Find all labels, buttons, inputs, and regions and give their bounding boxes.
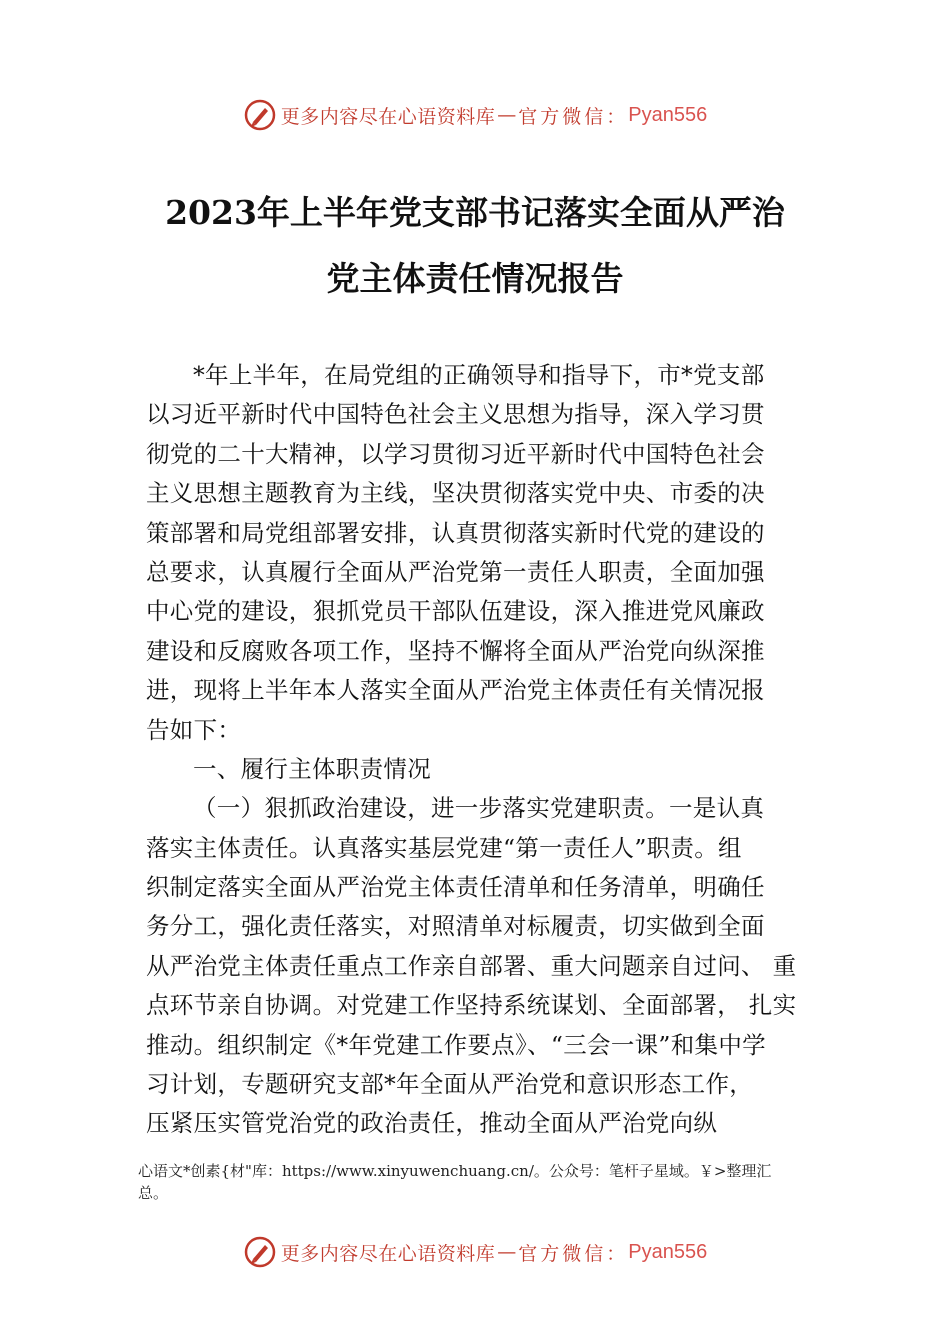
paragraph-line: 告如下： bbox=[146, 715, 242, 744]
banner-wechat-label: 官方微信： bbox=[518, 105, 629, 128]
banner-wechat-id: Pyan556 bbox=[628, 1240, 708, 1263]
paragraph-line: 彻党的二十大精神，以学习贯彻习近平新时代中国特色社会 bbox=[146, 439, 765, 468]
footer-banner bbox=[0, 1232, 950, 1272]
paragraph-line: 压紧压实管党治党的政治责任，推动全面从严治党向纵 bbox=[146, 1109, 718, 1138]
paragraph-line: *年上半年，在局党组的正确领导和指导下，市*党支部 bbox=[193, 361, 765, 389]
banner-text: 更多内容尽在心语资料库 bbox=[280, 1242, 496, 1265]
paragraph-line: 以习近平新时代中国特色社会主义思想为指导，深入学习贯 bbox=[146, 400, 765, 429]
banner-wechat-id: Pyan556 bbox=[628, 103, 708, 126]
paragraph-line: 推动。组织制定《*年党建工作要点》、“三会一课”和集中学 bbox=[146, 1030, 766, 1059]
paragraph-line: 进，现将上半年本人落实全面从严治党主体责任有关情况报 bbox=[146, 676, 765, 705]
source-note bbox=[138, 1160, 838, 1204]
paragraph-line: 总要求，认真履行全面从严治党第一责任人职责，全面加强 bbox=[146, 557, 765, 586]
paragraph-line: 从严治党主体责任重点工作亲自部署、重大问题亲自过问、 重 bbox=[146, 951, 797, 980]
banner-dash: — bbox=[497, 1241, 517, 1263]
paragraph-line: 务分工，强化责任落实，对照清单对标履责，切实做到全面 bbox=[146, 912, 765, 941]
paragraph-line: 习计划，专题研究支部*年全面从严治党和意识形态工作， bbox=[146, 1070, 754, 1099]
pen-logo-icon bbox=[243, 98, 277, 132]
paragraph-line: 策部署和局党组部署安排，认真贯彻落实新时代党的建设的 bbox=[146, 518, 765, 547]
document-title-line-1: 2023年上半年党支部书记落实全面从严治 bbox=[165, 193, 785, 232]
source-note-line-2: 总。 bbox=[138, 1184, 169, 1202]
paragraph-line: 中心党的建设，狠抓党员干部队伍建设，深入推进党风廉政 bbox=[146, 597, 765, 626]
paragraph-line: 建设和反腐败各项工作，坚持不懈将全面从严治党向纵深推 bbox=[146, 636, 765, 665]
banner-dash: — bbox=[497, 104, 517, 126]
pen-logo-icon bbox=[243, 1235, 277, 1269]
header-banner bbox=[0, 95, 950, 135]
paragraph-line: 织制定落实全面从严治党主体责任清单和任务清单，明确任 bbox=[146, 873, 765, 902]
document-title-line-2: 党主体责任情况报告 bbox=[326, 259, 624, 298]
banner-text: 更多内容尽在心语资料库 bbox=[280, 105, 496, 128]
section-heading: 一、履行主体职责情况 bbox=[193, 754, 431, 783]
document-body bbox=[146, 356, 816, 1144]
paragraph-line: 主义思想主题教育为主线，坚决贯彻落实党中央、市委的决 bbox=[146, 479, 765, 508]
paragraph-line: 点环节亲自协调。对党建工作坚持系统谋划、全面部署， 扎实 bbox=[146, 991, 797, 1020]
source-note-line-1: 心语文*创素{材"库：https://www.xinyuwenchuang.cn/。公众号：笔杆子星域。￥>整理汇 bbox=[138, 1162, 772, 1180]
paragraph-line: （一）狠抓政治建设，进一步落实党建职责。一是认真 bbox=[193, 794, 765, 823]
paragraph-line: 落实主体责任。认真落实基层党建“第一责任人”职责。组 bbox=[146, 833, 742, 862]
banner-wechat-label: 官方微信： bbox=[518, 1242, 629, 1265]
